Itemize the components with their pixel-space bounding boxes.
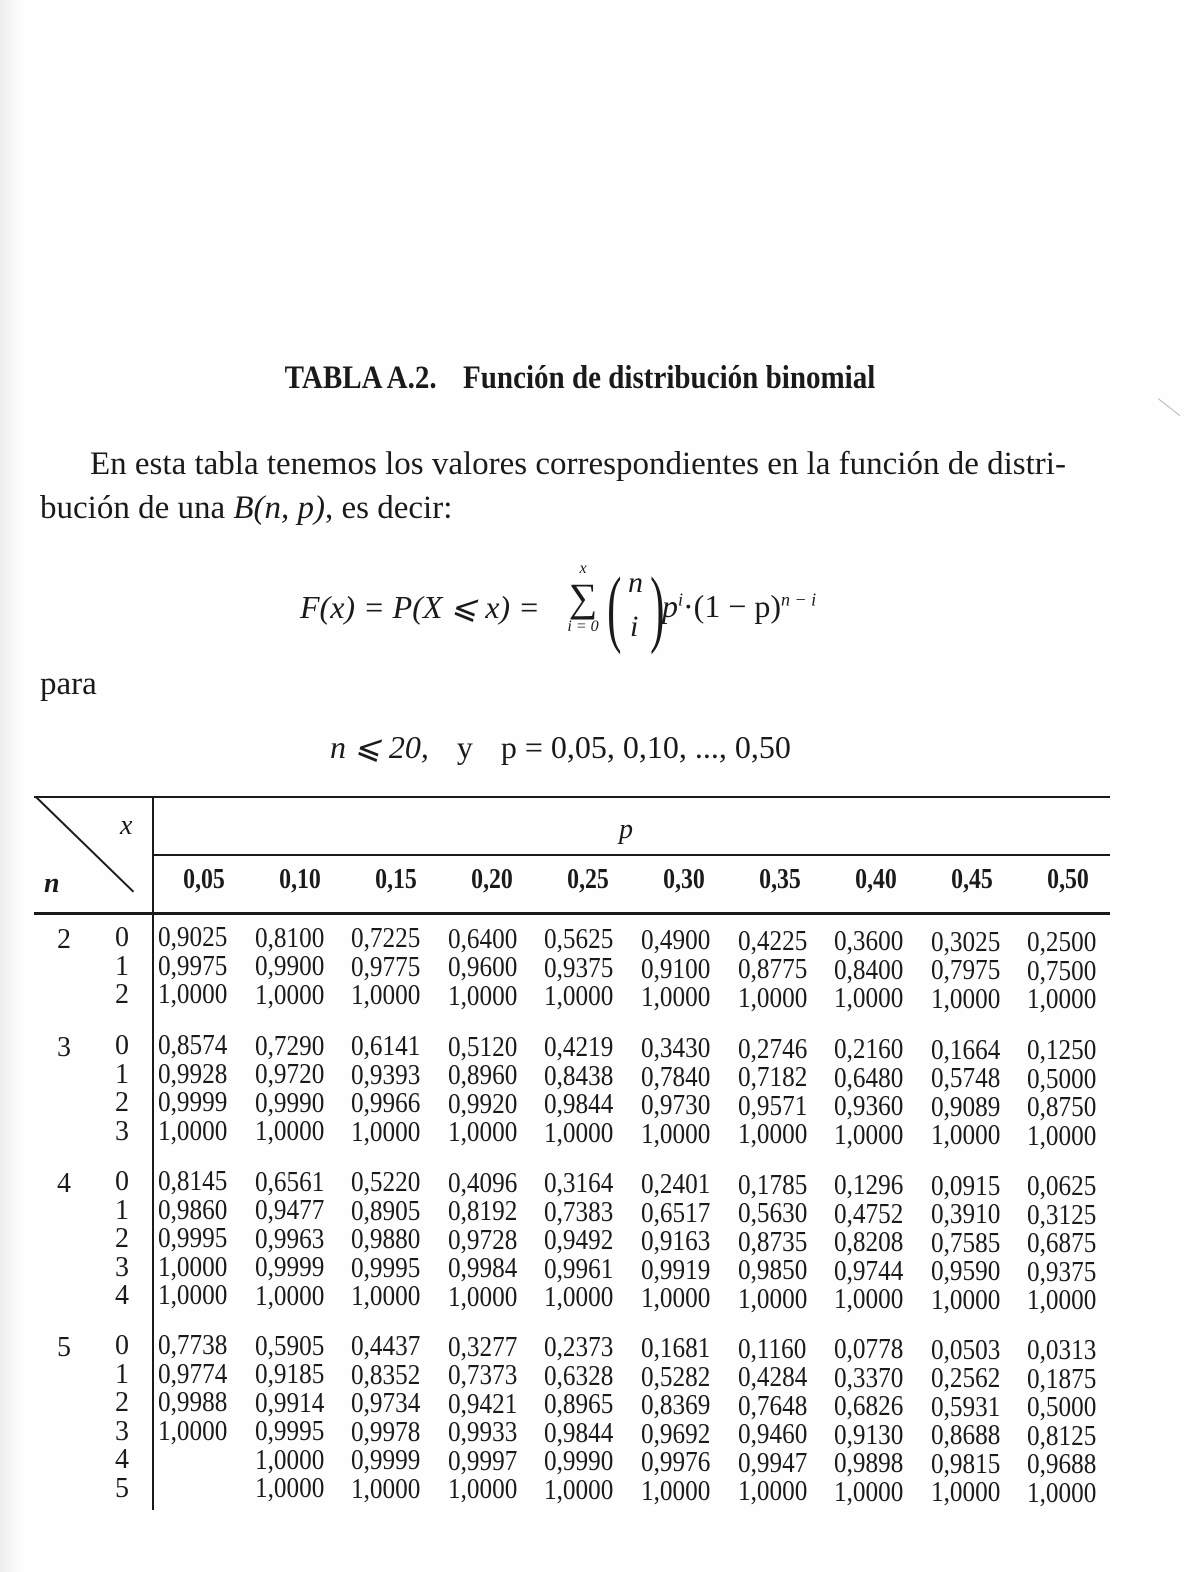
table-cell: 0,7383 bbox=[544, 1196, 614, 1228]
table-cell: 0,9995 bbox=[351, 1252, 421, 1284]
table-cell: 0,7373 bbox=[447, 1360, 518, 1392]
table-cell: 1,0000 bbox=[1027, 984, 1097, 1016]
x-value: 4 bbox=[115, 1444, 129, 1475]
table-cell: 0,9975 bbox=[158, 950, 228, 982]
left-paren: ( bbox=[607, 559, 622, 655]
table-cell: 0,5625 bbox=[544, 924, 614, 956]
table-cell: 0,8574 bbox=[158, 1030, 228, 1061]
table-cell: 0,9089 bbox=[930, 1091, 1001, 1123]
table-cell: 1,0000 bbox=[158, 1251, 228, 1283]
table-cell: 1,0000 bbox=[254, 1116, 324, 1148]
table-cell: 1,0000 bbox=[1027, 1477, 1097, 1509]
table-cell: 0,6480 bbox=[834, 1062, 904, 1094]
table-row bbox=[34, 979, 1110, 1016]
table-cell: 0,9774 bbox=[158, 1358, 228, 1390]
table-cell: 0,2500 bbox=[1027, 927, 1097, 959]
scan-stray-mark bbox=[1158, 398, 1181, 416]
table-cell: 0,2562 bbox=[930, 1363, 1001, 1395]
x-value: 2 bbox=[115, 979, 129, 1010]
table-row bbox=[34, 1030, 1110, 1067]
table-cell: 0,7585 bbox=[930, 1227, 1001, 1259]
table-row bbox=[34, 922, 1110, 959]
p-column-header: 0,45 bbox=[951, 864, 993, 895]
page-title bbox=[70, 360, 1091, 397]
table-cell: 0,5630 bbox=[737, 1198, 807, 1230]
table-top-rule bbox=[34, 796, 1110, 798]
table-cell: 1,0000 bbox=[351, 1116, 421, 1148]
table-cell: 0,6517 bbox=[641, 1197, 711, 1229]
table-cell: 1,0000 bbox=[351, 980, 421, 1012]
table-cell: 0,9914 bbox=[254, 1387, 324, 1419]
n-value: 3 bbox=[57, 1032, 71, 1063]
table-cell: 1,0000 bbox=[158, 1280, 228, 1311]
table-cell: 0,1785 bbox=[737, 1169, 807, 1201]
para-label: para bbox=[40, 666, 97, 702]
table-cell: 0,6826 bbox=[834, 1391, 904, 1423]
table-cell: 0,9920 bbox=[447, 1088, 518, 1120]
table-cell: 0,9100 bbox=[641, 953, 711, 985]
table-cell: 0,7290 bbox=[254, 1030, 324, 1062]
table-cell: 1,0000 bbox=[930, 1477, 1001, 1509]
table-cell: 0,3370 bbox=[834, 1362, 904, 1394]
binomial-table bbox=[34, 792, 1110, 1522]
p-column-header: 0,10 bbox=[279, 864, 321, 895]
table-row bbox=[34, 1194, 1110, 1231]
x-value: 0 bbox=[115, 1166, 129, 1197]
binom-top: n bbox=[628, 566, 643, 599]
range-p: p = 0,05, 0,10, ..., 0,50 bbox=[500, 729, 791, 765]
table-cell: 0,8400 bbox=[834, 954, 904, 986]
cdf-formula bbox=[300, 560, 920, 680]
x-value: 5 bbox=[115, 1472, 129, 1504]
table-cell: 1,0000 bbox=[158, 1115, 228, 1147]
table-cell: 0,4096 bbox=[447, 1167, 518, 1199]
table-cell: 0,9025 bbox=[158, 922, 228, 953]
x-value: 1 bbox=[115, 950, 129, 982]
table-cell: 1,0000 bbox=[930, 1284, 1001, 1316]
table-cell: 0,7500 bbox=[1027, 955, 1097, 987]
intro-line-1: En esta tabla tenemos los valores correspondientes en la función de distri- bbox=[90, 446, 1066, 482]
table-cell: 0,7225 bbox=[351, 923, 421, 955]
x-value: 1 bbox=[115, 1358, 129, 1390]
table-cell: 1,0000 bbox=[737, 1283, 807, 1315]
table-cell: 1,0000 bbox=[737, 1476, 807, 1508]
table-row bbox=[34, 1330, 1110, 1367]
x-axis-label: x bbox=[120, 810, 133, 841]
table-cell: 1,0000 bbox=[834, 1476, 904, 1508]
x-value: 1 bbox=[115, 1194, 129, 1226]
table-cell: 1,0000 bbox=[447, 1117, 518, 1149]
table-cell: 0,9477 bbox=[254, 1195, 324, 1227]
table-cell: 0,9734 bbox=[351, 1388, 421, 1420]
table-row bbox=[34, 1115, 1110, 1152]
table-cell: 0,9997 bbox=[447, 1445, 518, 1477]
table-cell: 0,2373 bbox=[544, 1332, 614, 1364]
table-cell: 0,9571 bbox=[737, 1090, 807, 1122]
intro-line-2 bbox=[0, 486, 452, 530]
table-cell: 0,3125 bbox=[1027, 1199, 1097, 1231]
table-cell: 1,0000 bbox=[834, 1284, 904, 1316]
table-row bbox=[34, 1223, 1110, 1260]
table-cell: 0,1296 bbox=[834, 1170, 904, 1202]
table-cell: 0,8905 bbox=[351, 1195, 421, 1227]
table-cell: 0,9163 bbox=[641, 1226, 711, 1257]
table-cell: 0,5905 bbox=[254, 1330, 324, 1362]
table-cell: 0,3430 bbox=[641, 1033, 711, 1064]
formula-rhs bbox=[662, 588, 816, 625]
range-n: n ⩽ 20, bbox=[330, 729, 429, 765]
p-column-header: 0,15 bbox=[375, 864, 417, 895]
table-row bbox=[34, 1415, 1110, 1452]
table-cell: 0,8960 bbox=[447, 1060, 518, 1092]
table-cell: 0,9720 bbox=[254, 1059, 324, 1091]
table-cell: 0,9744 bbox=[834, 1255, 904, 1287]
binomial-notation: B(n, p) bbox=[233, 490, 325, 526]
table-cell: 0,3164 bbox=[544, 1168, 614, 1200]
p-column-header: 0,40 bbox=[855, 864, 897, 895]
table-cell: 1,0000 bbox=[447, 1281, 518, 1313]
table-row bbox=[34, 1058, 1110, 1095]
table-cell: 0,6561 bbox=[254, 1166, 324, 1198]
table-cell: 1,0000 bbox=[254, 1473, 324, 1505]
rhs-base: p bbox=[662, 588, 678, 624]
table-cell: 0,8125 bbox=[1027, 1420, 1097, 1452]
table-cell: 0,5000 bbox=[1027, 1392, 1097, 1424]
table-row bbox=[34, 950, 1110, 987]
rhs-exp-1: i bbox=[678, 589, 684, 610]
p-column-header: 0,50 bbox=[1047, 864, 1089, 895]
table-cell: 0,9933 bbox=[447, 1417, 518, 1449]
table-cell: 0,9919 bbox=[641, 1254, 711, 1286]
p-column-header: 0,20 bbox=[471, 864, 513, 895]
table-cell: 0,7840 bbox=[641, 1061, 711, 1093]
table-cell: 0,5120 bbox=[447, 1031, 518, 1063]
right-paren: ) bbox=[650, 559, 665, 655]
table-cell: 1,0000 bbox=[544, 981, 614, 1013]
table-cell: 0,8735 bbox=[737, 1226, 807, 1258]
table-cell: 0,9999 bbox=[158, 1087, 228, 1118]
table-cell: 0,9421 bbox=[447, 1388, 518, 1420]
p-value-headers bbox=[152, 864, 1112, 900]
table-cell: 0,9844 bbox=[544, 1417, 614, 1449]
table-cell: 0,9984 bbox=[447, 1253, 518, 1285]
sum-lower-limit: i = 0 bbox=[567, 618, 599, 635]
table-cell: 0,9947 bbox=[737, 1447, 807, 1479]
table-cell: 0,9728 bbox=[447, 1224, 518, 1256]
table-row bbox=[34, 1387, 1110, 1424]
table-cell: 0,8965 bbox=[544, 1389, 614, 1421]
table-cell: 0,9880 bbox=[351, 1224, 421, 1256]
table-cell: 0,9990 bbox=[254, 1087, 324, 1119]
table-cell: 0,9360 bbox=[834, 1091, 904, 1123]
table-cell: 0,0625 bbox=[1027, 1171, 1097, 1203]
table-row bbox=[34, 1251, 1110, 1288]
table-cell: 1,0000 bbox=[351, 1281, 421, 1313]
table-cell: 0,9185 bbox=[254, 1359, 324, 1391]
rhs-exp-2: n − i bbox=[781, 589, 817, 610]
table-cell: 0,8208 bbox=[834, 1227, 904, 1259]
table-cell: 0,2160 bbox=[834, 1034, 904, 1066]
table-cell: 0,3910 bbox=[930, 1199, 1001, 1231]
sum-upper-limit: x bbox=[579, 560, 587, 577]
table-cell: 0,9375 bbox=[544, 952, 614, 984]
p-column-header: 0,25 bbox=[567, 864, 609, 895]
table-cell: 0,1681 bbox=[641, 1333, 711, 1364]
x-value: 2 bbox=[115, 1087, 129, 1118]
table-cell: 0,8775 bbox=[737, 954, 807, 986]
table-cell: 0,9600 bbox=[447, 952, 518, 984]
table-cell: 0,9393 bbox=[351, 1059, 421, 1091]
binomial-coefficient bbox=[607, 559, 665, 660]
summation bbox=[563, 560, 603, 636]
table-cell: 0,4284 bbox=[737, 1362, 807, 1394]
table-cell: 0,9775 bbox=[351, 951, 421, 983]
table-row bbox=[34, 1358, 1110, 1395]
table-row bbox=[34, 1444, 1110, 1481]
table-cell: 0,1664 bbox=[930, 1034, 1001, 1066]
table-cell: 0,9988 bbox=[158, 1387, 228, 1418]
table-cell: 0,9999 bbox=[254, 1252, 324, 1284]
sigma-symbol: ∑ bbox=[568, 575, 598, 620]
table-cell: 0,8145 bbox=[158, 1166, 228, 1197]
table-cell: 0,8750 bbox=[1027, 1092, 1097, 1124]
table-cell: 1,0000 bbox=[641, 982, 711, 1013]
table-cell: 1,0000 bbox=[1027, 1120, 1097, 1152]
table-cell: 1,0000 bbox=[641, 1475, 711, 1507]
table-cell: 0,9963 bbox=[254, 1223, 324, 1255]
x-value: 2 bbox=[115, 1387, 129, 1418]
table-cell: 0,4219 bbox=[544, 1032, 614, 1064]
table-cell: 0,0503 bbox=[930, 1334, 1001, 1366]
table-cell: 0,3277 bbox=[447, 1331, 518, 1363]
x-value: 4 bbox=[115, 1280, 129, 1311]
table-cell: 0,4900 bbox=[641, 925, 711, 956]
table-cell: 1,0000 bbox=[737, 982, 807, 1014]
table-cell: 0,8369 bbox=[641, 1390, 711, 1421]
table-cell: 1,0000 bbox=[544, 1474, 614, 1506]
table-cell: 0,3025 bbox=[930, 926, 1001, 958]
n-value: 4 bbox=[57, 1168, 71, 1199]
table-cell: 0,9460 bbox=[737, 1419, 807, 1451]
table-cell: 0,7182 bbox=[737, 1062, 807, 1094]
x-value: 3 bbox=[115, 1115, 129, 1147]
table-cell: 0,9688 bbox=[1027, 1449, 1097, 1481]
table-cell: 0,9978 bbox=[351, 1416, 421, 1448]
table-cell: 0,6328 bbox=[544, 1360, 614, 1392]
table-cell: 0,9692 bbox=[641, 1418, 711, 1450]
header-bottom-rule bbox=[34, 912, 1110, 915]
intro-paragraph bbox=[40, 442, 1110, 530]
x-value: 2 bbox=[115, 1223, 129, 1254]
table-cell: 1,0000 bbox=[254, 1444, 324, 1476]
table-cell: 0,4225 bbox=[737, 925, 807, 957]
table-cell: 1,0000 bbox=[544, 1117, 614, 1149]
table-row bbox=[34, 1166, 1110, 1203]
table-cell: 0,2746 bbox=[737, 1033, 807, 1065]
table-cell: 1,0000 bbox=[351, 1473, 421, 1505]
table-row bbox=[34, 1280, 1110, 1317]
p-header-rule bbox=[152, 854, 1110, 856]
table-cell: 0,6400 bbox=[447, 923, 518, 955]
table-cell: 0,5748 bbox=[930, 1063, 1001, 1095]
table-number: TABLA A.2. bbox=[284, 360, 437, 396]
range-conj: y bbox=[456, 729, 473, 765]
table-cell: 0,9961 bbox=[544, 1253, 614, 1285]
parameter-range bbox=[330, 728, 791, 766]
binom-bottom: i bbox=[630, 610, 639, 643]
p-column-header: 0,30 bbox=[663, 864, 705, 895]
table-cell: 0,7975 bbox=[930, 955, 1001, 987]
table-cell: 0,5000 bbox=[1027, 1063, 1097, 1095]
table-cell: 0,7648 bbox=[737, 1390, 807, 1422]
n-axis-label: n bbox=[44, 868, 60, 899]
table-cell: 0,7738 bbox=[158, 1330, 228, 1361]
table-cell: 0,6875 bbox=[1027, 1228, 1097, 1260]
table-cell: 0,9928 bbox=[158, 1058, 228, 1090]
x-value: 1 bbox=[115, 1058, 129, 1090]
rhs-mid: ·(1 − p) bbox=[683, 588, 782, 624]
table-cell: 0,8688 bbox=[930, 1420, 1001, 1452]
n-value: 2 bbox=[57, 924, 71, 955]
table-cell: 0,9995 bbox=[158, 1223, 228, 1254]
table-cell: 1,0000 bbox=[641, 1283, 711, 1314]
table-cell: 1,0000 bbox=[834, 983, 904, 1015]
p-column-header: 0,05 bbox=[183, 864, 225, 895]
table-cell: 0,9844 bbox=[544, 1089, 614, 1121]
formula-lhs: F(x) = P(X ⩽ x) = bbox=[300, 589, 540, 625]
table-cell: 0,9375 bbox=[1027, 1256, 1097, 1288]
table-cell: 0,9492 bbox=[544, 1225, 614, 1257]
table-cell: 1,0000 bbox=[447, 980, 518, 1012]
table-cell: 0,0915 bbox=[930, 1170, 1001, 1202]
table-cell: 1,0000 bbox=[834, 1119, 904, 1151]
table-cell: 1,0000 bbox=[254, 1280, 324, 1312]
table-cell: 0,8100 bbox=[254, 922, 324, 954]
table-cell: 0,8192 bbox=[447, 1196, 518, 1228]
x-value: 0 bbox=[115, 1330, 129, 1361]
table-cell: 0,3600 bbox=[834, 926, 904, 958]
table-title: Función de distribución binomial bbox=[463, 360, 876, 396]
p-header: p bbox=[619, 814, 633, 845]
table-row bbox=[34, 1472, 1110, 1509]
x-value: 3 bbox=[115, 1415, 129, 1447]
scan-edge-shadow bbox=[0, 0, 22, 1572]
table-cell: 1,0000 bbox=[641, 1118, 711, 1150]
table-cell: 0,2401 bbox=[641, 1169, 711, 1200]
table-cell: 0,4752 bbox=[834, 1198, 904, 1230]
table-cell: 0,9860 bbox=[158, 1194, 228, 1226]
table-cell: 0,1160 bbox=[737, 1333, 806, 1365]
table-cell: 0,9130 bbox=[834, 1419, 904, 1451]
table-cell: 0,9966 bbox=[351, 1088, 421, 1120]
table-row bbox=[34, 1087, 1110, 1124]
table-cell: 0,0778 bbox=[834, 1334, 904, 1366]
table-cell: 0,9976 bbox=[641, 1447, 711, 1478]
p-column-header: 0,35 bbox=[759, 864, 801, 895]
intro-line-2-pre: bución de una bbox=[40, 490, 234, 526]
table-cell: 0,9900 bbox=[254, 951, 324, 983]
table-cell: 0,1875 bbox=[1027, 1363, 1097, 1395]
table-cell: 0,5282 bbox=[641, 1361, 711, 1393]
table-cell: 0,9995 bbox=[254, 1416, 324, 1448]
table-cell: 0,5931 bbox=[930, 1391, 1001, 1423]
table-cell: 0,4437 bbox=[351, 1331, 421, 1363]
table-cell: 1,0000 bbox=[930, 1120, 1001, 1152]
table-cell: 0,0313 bbox=[1027, 1335, 1097, 1367]
table-cell: 0,1250 bbox=[1027, 1035, 1097, 1067]
table-cell: 0,9990 bbox=[544, 1446, 614, 1478]
table-cell: 0,8438 bbox=[544, 1060, 614, 1092]
table-cell: 0,9815 bbox=[930, 1448, 1001, 1480]
n-value: 5 bbox=[57, 1332, 71, 1363]
table-cell: 1,0000 bbox=[737, 1119, 807, 1151]
table-cell: 1,0000 bbox=[544, 1282, 614, 1314]
x-value: 0 bbox=[115, 922, 129, 953]
table-cell: 0,5220 bbox=[351, 1167, 421, 1199]
x-value: 3 bbox=[115, 1251, 129, 1283]
intro-line-2-post: , es decir: bbox=[325, 490, 453, 526]
table-cell: 0,9730 bbox=[641, 1090, 711, 1121]
table-cell: 1,0000 bbox=[254, 979, 324, 1011]
x-value: 0 bbox=[115, 1030, 129, 1061]
table-cell: 1,0000 bbox=[930, 983, 1001, 1015]
table-cell: 1,0000 bbox=[158, 979, 228, 1010]
table-cell: 1,0000 bbox=[447, 1474, 518, 1506]
table-cell: 0,9999 bbox=[351, 1445, 421, 1477]
table-cell: 1,0000 bbox=[1027, 1285, 1097, 1317]
table-cell: 0,9898 bbox=[834, 1448, 904, 1480]
table-cell: 0,8352 bbox=[351, 1359, 421, 1391]
table-cell: 0,9850 bbox=[737, 1255, 807, 1287]
table-cell: 0,9590 bbox=[930, 1256, 1001, 1288]
table-cell: 0,6141 bbox=[351, 1031, 421, 1063]
table-cell: 1,0000 bbox=[158, 1415, 228, 1447]
